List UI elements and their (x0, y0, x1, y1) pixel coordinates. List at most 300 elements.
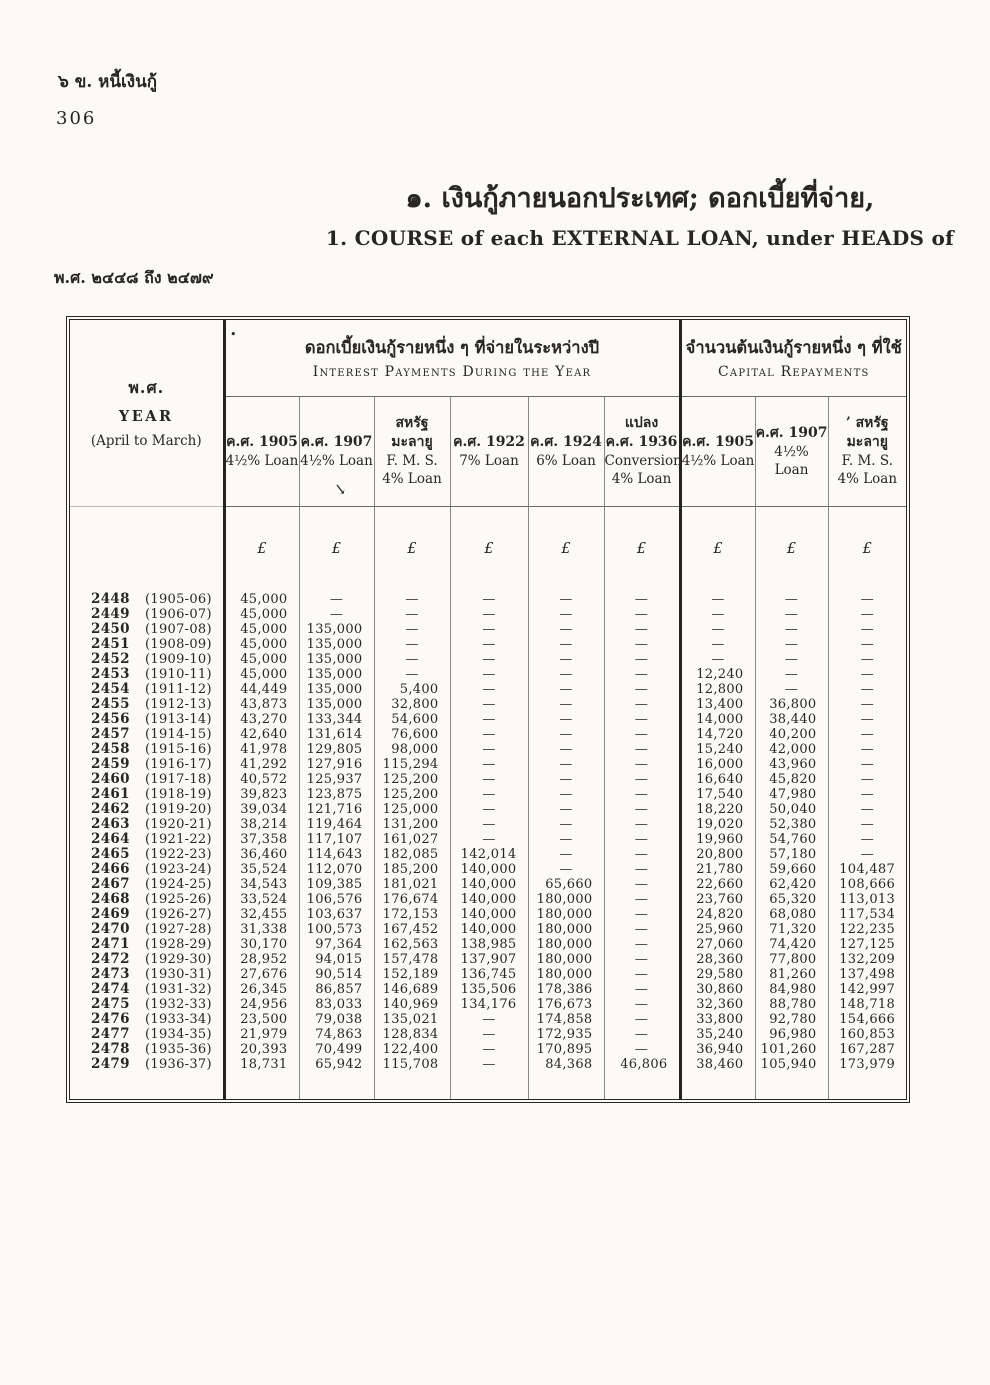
value-cell: — (604, 592, 680, 607)
currency-symbol: £ (755, 506, 828, 592)
value-cell: 45,820 (755, 772, 828, 787)
year-cell (70, 697, 224, 712)
value-cell: 19,020 (680, 817, 755, 832)
value-cell: — (450, 622, 528, 637)
year-be: 2453 (91, 666, 130, 682)
value-cell: 117,107 (299, 832, 374, 847)
year-ad: (1910-11) (145, 667, 212, 682)
value-cell: — (604, 712, 680, 727)
loan-header-line: F. M. S. (841, 453, 893, 469)
value-cell: 103,637 (299, 907, 374, 922)
year-cell (70, 967, 224, 982)
value-cell: 68,080 (755, 907, 828, 922)
value-cell: 94,015 (299, 952, 374, 967)
year-cell (70, 892, 224, 907)
loan-header-line: 4% Loan (837, 471, 898, 487)
year-be: 2476 (91, 1011, 130, 1027)
year-cell (70, 1012, 224, 1027)
table-row (70, 817, 906, 832)
loan-header-line: ค.ศ. 1905 (226, 433, 298, 450)
value-cell: — (604, 652, 680, 667)
loan-header-line: 4½% Loan (681, 452, 755, 469)
loan-header-line: ค.ศ. 1907 (755, 424, 828, 441)
year-cell (70, 772, 224, 787)
year-ad: (1920-21) (145, 817, 212, 832)
value-cell: 16,000 (680, 757, 755, 772)
value-cell: 50,040 (755, 802, 828, 817)
year-cell (70, 592, 224, 607)
value-cell: 119,464 (299, 817, 374, 832)
value-cell: — (374, 622, 450, 637)
value-cell: 180,000 (528, 937, 604, 952)
empty-cell (299, 1072, 374, 1099)
value-cell: — (755, 637, 828, 652)
interest-header-english: Interest Payments During the Year (312, 364, 592, 381)
value-cell: 180,000 (528, 892, 604, 907)
value-cell: 47,980 (755, 787, 828, 802)
table-row (70, 877, 906, 892)
value-cell: 137,907 (450, 952, 528, 967)
value-cell: 27,676 (224, 967, 299, 982)
value-cell: — (450, 727, 528, 742)
value-cell: — (828, 592, 906, 607)
year-ad: (1934-35) (145, 1027, 212, 1042)
value-cell: — (604, 667, 680, 682)
value-cell: — (828, 772, 906, 787)
value-cell: — (528, 802, 604, 817)
empty-cell (604, 1072, 680, 1099)
value-cell: — (528, 757, 604, 772)
page-title-thai: ๑. เงินกู้ภายนอกประเทศ; ดอกเบี้ยที่จ่าย, (405, 183, 875, 214)
value-cell: — (604, 907, 680, 922)
value-cell: — (604, 682, 680, 697)
value-cell: — (828, 727, 906, 742)
value-cell: — (680, 622, 755, 637)
value-cell: 117,534 (828, 907, 906, 922)
loan-column-header (680, 396, 755, 506)
value-cell: 180,000 (528, 967, 604, 982)
value-cell: — (828, 637, 906, 652)
value-cell: 140,969 (374, 997, 450, 1012)
table-row (70, 997, 906, 1012)
year-be: 2468 (91, 891, 130, 907)
value-cell: — (528, 787, 604, 802)
value-cell: 108,666 (828, 877, 906, 892)
year-cell (70, 802, 224, 817)
loan-header-line: F. M. S. (386, 453, 438, 469)
value-cell: — (828, 832, 906, 847)
value-cell: 14,000 (680, 712, 755, 727)
loan-header-line: 4½% Loan (225, 452, 299, 469)
year-cell (70, 1057, 224, 1072)
loan-column-header (224, 396, 299, 506)
value-cell: 140,000 (450, 907, 528, 922)
year-ad: (1921-22) (145, 832, 212, 847)
interest-section-header (224, 320, 680, 396)
value-cell: 121,716 (299, 802, 374, 817)
year-ad: (1914-15) (145, 727, 212, 742)
year-be: 2462 (91, 801, 130, 817)
loan-column-header (828, 396, 906, 506)
value-cell: 16,640 (680, 772, 755, 787)
value-cell: — (604, 607, 680, 622)
value-cell: 109,385 (299, 877, 374, 892)
loan-column-header (755, 396, 828, 506)
value-cell: — (604, 622, 680, 637)
value-cell: 113,013 (828, 892, 906, 907)
year-cell (70, 712, 224, 727)
currency-symbol: £ (224, 506, 299, 592)
value-cell: 132,209 (828, 952, 906, 967)
year-cell (70, 877, 224, 892)
value-cell: 35,240 (680, 1027, 755, 1042)
year-be: 2463 (91, 816, 130, 832)
loan-table (70, 320, 906, 1099)
value-cell: 41,292 (224, 757, 299, 772)
value-cell: 142,997 (828, 982, 906, 997)
empty-cell (450, 1072, 528, 1099)
value-cell: 134,176 (450, 997, 528, 1012)
value-cell: 138,985 (450, 937, 528, 952)
loan-column-header (374, 396, 450, 506)
table-row (70, 967, 906, 982)
value-cell: 172,935 (528, 1027, 604, 1042)
empty-cell (755, 1072, 828, 1099)
value-cell: — (450, 712, 528, 727)
year-cell (70, 847, 224, 862)
value-cell: 127,916 (299, 757, 374, 772)
value-cell: — (604, 1027, 680, 1042)
value-cell: 18,220 (680, 802, 755, 817)
value-cell: 74,420 (755, 937, 828, 952)
loan-column-header (450, 396, 528, 506)
year-be: 2458 (91, 741, 130, 757)
value-cell: 180,000 (528, 922, 604, 937)
value-cell: 140,000 (450, 862, 528, 877)
value-cell: — (828, 802, 906, 817)
value-cell: — (450, 637, 528, 652)
year-header-thai: พ.ศ. (128, 378, 165, 397)
value-cell: — (450, 832, 528, 847)
interest-header-thai: ดอกเบี้ยเงินกู้รายหนึ่ง ๆ ที่จ่ายในระหว่างปี (304, 338, 600, 358)
year-be: 2475 (91, 996, 130, 1012)
value-cell: 39,823 (224, 787, 299, 802)
currency-symbol: £ (604, 506, 680, 592)
year-range-label: พ.ศ. ๒๔๔๘ ถึง ๒๔๗๙ (54, 268, 214, 287)
value-cell: — (450, 592, 528, 607)
year-ad: (1929-30) (145, 952, 212, 967)
value-cell: 65,320 (755, 892, 828, 907)
value-cell: 38,214 (224, 817, 299, 832)
value-cell: 40,200 (755, 727, 828, 742)
value-cell: 140,000 (450, 922, 528, 937)
value-cell: 185,200 (374, 862, 450, 877)
value-cell: — (604, 952, 680, 967)
year-ad: (1936-37) (145, 1057, 212, 1072)
value-cell: 83,033 (299, 997, 374, 1012)
value-cell: 140,000 (450, 892, 528, 907)
capital-section-header (680, 320, 906, 396)
value-cell: — (450, 1012, 528, 1027)
value-cell: 142,014 (450, 847, 528, 862)
year-be: 2464 (91, 831, 130, 847)
year-ad: (1928-29) (145, 937, 212, 952)
loan-column-header (604, 396, 680, 506)
year-cell (70, 922, 224, 937)
value-cell: 178,386 (528, 982, 604, 997)
value-cell: — (450, 697, 528, 712)
year-ad: (1925-26) (145, 892, 212, 907)
capital-header-english: Capital Repayments (718, 364, 870, 381)
value-cell: 170,895 (528, 1042, 604, 1057)
value-cell: — (450, 757, 528, 772)
loan-header-line: แปลง (624, 415, 659, 431)
value-cell: — (604, 1012, 680, 1027)
value-cell: 173,979 (828, 1057, 906, 1072)
value-cell: 65,660 (528, 877, 604, 892)
year-cell (70, 667, 224, 682)
year-column-header (70, 320, 224, 506)
value-cell: — (828, 697, 906, 712)
year-ad: (1911-12) (145, 682, 212, 697)
value-cell: 38,440 (755, 712, 828, 727)
value-cell: — (374, 607, 450, 622)
year-cell (70, 907, 224, 922)
value-cell: 77,800 (755, 952, 828, 967)
value-cell: 86,857 (299, 982, 374, 997)
value-cell: — (450, 802, 528, 817)
value-cell: 18,731 (224, 1057, 299, 1072)
value-cell: 79,038 (299, 1012, 374, 1027)
value-cell: — (604, 997, 680, 1012)
value-cell: — (374, 592, 450, 607)
year-cell (70, 787, 224, 802)
year-cell (70, 682, 224, 697)
year-be: 2477 (91, 1026, 130, 1042)
table-row (70, 727, 906, 742)
year-ad: (1933-34) (145, 1012, 212, 1027)
value-cell: — (604, 697, 680, 712)
value-cell: — (528, 697, 604, 712)
value-cell: 71,320 (755, 922, 828, 937)
value-cell: — (828, 712, 906, 727)
value-cell: 57,180 (755, 847, 828, 862)
value-cell: 26,345 (224, 982, 299, 997)
year-ad: (1916-17) (145, 757, 212, 772)
table-row (70, 637, 906, 652)
value-cell: 135,021 (374, 1012, 450, 1027)
value-cell: — (604, 967, 680, 982)
value-cell: 5,400 (374, 682, 450, 697)
value-cell: 45,000 (224, 592, 299, 607)
value-cell: 114,643 (299, 847, 374, 862)
value-cell: 45,000 (224, 607, 299, 622)
value-cell: 176,673 (528, 997, 604, 1012)
value-cell: — (604, 937, 680, 952)
value-cell: 157,478 (374, 952, 450, 967)
table-row (70, 1027, 906, 1042)
loan-table-frame (66, 316, 910, 1103)
empty-cell (70, 1072, 224, 1099)
value-cell: — (450, 742, 528, 757)
value-cell: — (450, 817, 528, 832)
year-cell (70, 982, 224, 997)
year-be: 2471 (91, 936, 130, 952)
value-cell: 125,937 (299, 772, 374, 787)
year-ad: (1917-18) (145, 772, 212, 787)
year-be: 2461 (91, 786, 130, 802)
table-row (70, 772, 906, 787)
value-cell: 42,000 (755, 742, 828, 757)
value-cell: 88,780 (755, 997, 828, 1012)
year-be: 2456 (91, 711, 130, 727)
value-cell: — (604, 862, 680, 877)
year-cell (70, 952, 224, 967)
value-cell: 21,979 (224, 1027, 299, 1042)
value-cell: 14,720 (680, 727, 755, 742)
empty-cell (680, 1072, 755, 1099)
value-cell: — (828, 622, 906, 637)
table-row (70, 682, 906, 697)
value-cell: 38,460 (680, 1057, 755, 1072)
year-be: 2470 (91, 921, 130, 937)
value-cell: 52,380 (755, 817, 828, 832)
table-row (70, 757, 906, 772)
value-cell: 125,200 (374, 772, 450, 787)
value-cell: 45,000 (224, 667, 299, 682)
value-cell: 167,287 (828, 1042, 906, 1057)
year-be: 2452 (91, 651, 130, 667)
loan-header-line: 4½% Loan (300, 452, 373, 469)
value-cell: — (450, 1057, 528, 1072)
value-cell: 43,270 (224, 712, 299, 727)
year-cell (70, 862, 224, 877)
year-ad: (1912-13) (145, 697, 212, 712)
value-cell: 135,000 (299, 622, 374, 637)
loan-header-line: ค.ศ. 1907 (300, 433, 373, 450)
table-row (70, 892, 906, 907)
value-cell: 45,000 (224, 637, 299, 652)
value-cell: — (604, 982, 680, 997)
year-ad: (1927-28) (145, 922, 212, 937)
year-cell (70, 637, 224, 652)
value-cell: 172,153 (374, 907, 450, 922)
value-cell: — (374, 667, 450, 682)
table-row (70, 1042, 906, 1057)
title-block (310, 176, 970, 250)
value-cell: 24,820 (680, 907, 755, 922)
value-cell: 41,978 (224, 742, 299, 757)
value-cell: 104,487 (828, 862, 906, 877)
value-cell: 65,942 (299, 1057, 374, 1072)
value-cell: 13,400 (680, 697, 755, 712)
value-cell: 30,860 (680, 982, 755, 997)
year-ad: (1906-07) (145, 607, 212, 622)
value-cell: — (828, 742, 906, 757)
value-cell: 154,666 (828, 1012, 906, 1027)
value-cell: 35,524 (224, 862, 299, 877)
year-cell (70, 1027, 224, 1042)
table-row (70, 652, 906, 667)
year-ad: (1922-23) (145, 847, 212, 862)
value-cell: 39,034 (224, 802, 299, 817)
year-be: 2467 (91, 876, 130, 892)
year-cell (70, 832, 224, 847)
table-row (70, 982, 906, 997)
value-cell: 12,240 (680, 667, 755, 682)
value-cell: 160,853 (828, 1027, 906, 1042)
table-row (70, 922, 906, 937)
value-cell: 54,760 (755, 832, 828, 847)
value-cell: — (755, 592, 828, 607)
value-cell: 20,393 (224, 1042, 299, 1057)
year-be: 2472 (91, 951, 130, 967)
value-cell: 133,344 (299, 712, 374, 727)
year-cell (70, 622, 224, 637)
value-cell: 129,805 (299, 742, 374, 757)
value-cell: 98,000 (374, 742, 450, 757)
value-cell: 62,420 (755, 877, 828, 892)
value-cell: — (604, 817, 680, 832)
value-cell: — (680, 607, 755, 622)
value-cell: — (374, 637, 450, 652)
capital-header-thai: จำนวนต้นเงินกู้รายหนึ่ง ๆ ที่ใช้ (685, 338, 902, 358)
loan-header-line: 4% Loan (611, 471, 672, 487)
value-cell: — (528, 862, 604, 877)
year-ad: (1932-33) (145, 997, 212, 1012)
loan-header-line: 4½% Loan (774, 443, 809, 478)
currency-symbol: £ (828, 506, 906, 592)
value-cell: 32,360 (680, 997, 755, 1012)
currency-symbol: £ (528, 506, 604, 592)
value-cell: 31,338 (224, 922, 299, 937)
year-be: 2474 (91, 981, 130, 997)
value-cell: — (450, 772, 528, 787)
value-cell: — (450, 682, 528, 697)
value-cell: 135,000 (299, 682, 374, 697)
value-cell: 23,760 (680, 892, 755, 907)
loan-header-line: ค.ศ. 1936 (605, 434, 678, 450)
value-cell: 25,960 (680, 922, 755, 937)
value-cell: — (680, 637, 755, 652)
year-ad: (1918-19) (145, 787, 212, 802)
value-cell: 27,060 (680, 937, 755, 952)
value-cell: 112,070 (299, 862, 374, 877)
value-cell: — (828, 652, 906, 667)
value-cell: — (828, 787, 906, 802)
value-cell: 162,563 (374, 937, 450, 952)
year-be: 2469 (91, 906, 130, 922)
value-cell: 34,543 (224, 877, 299, 892)
year-cell (70, 817, 224, 832)
loan-header-line: มะลายู (846, 434, 888, 450)
value-cell: 40,572 (224, 772, 299, 787)
value-cell: — (528, 727, 604, 742)
value-cell: — (528, 652, 604, 667)
value-cell: — (680, 592, 755, 607)
value-cell: 42,640 (224, 727, 299, 742)
value-cell: — (604, 877, 680, 892)
table-row (70, 607, 906, 622)
value-cell: 106,576 (299, 892, 374, 907)
value-cell: 148,718 (828, 997, 906, 1012)
value-cell: 74,863 (299, 1027, 374, 1042)
table-row (70, 907, 906, 922)
value-cell: 137,498 (828, 967, 906, 982)
table-row (70, 712, 906, 727)
loan-column-header (528, 396, 604, 506)
value-cell: 30,170 (224, 937, 299, 952)
